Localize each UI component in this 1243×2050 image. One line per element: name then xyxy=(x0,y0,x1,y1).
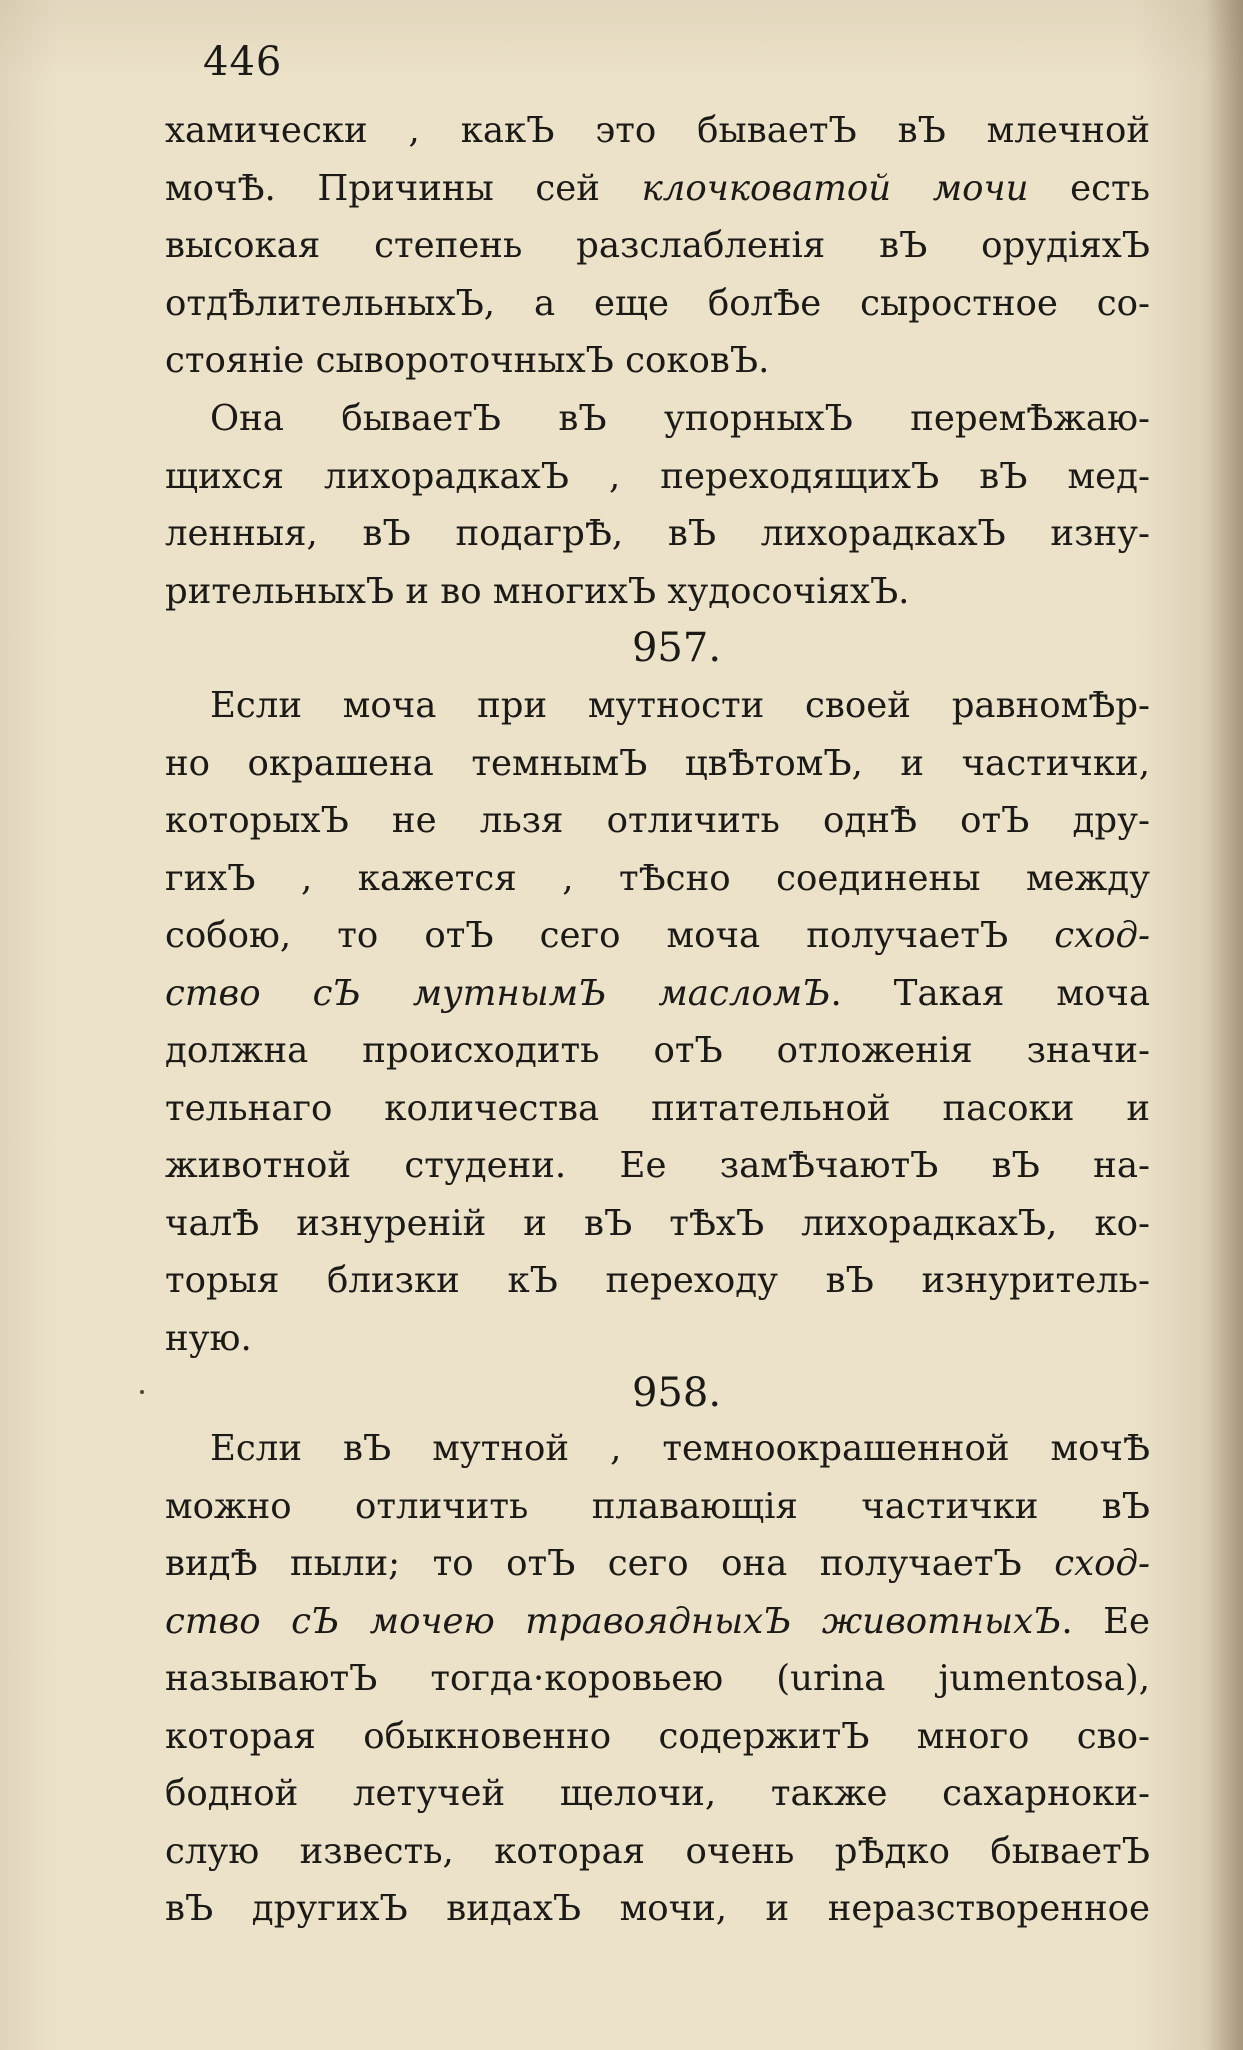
paragraph-957 xyxy=(165,677,1150,1367)
ink-dot xyxy=(140,1390,144,1394)
text-line: тельнаго количества питательной пасоки и xyxy=(165,1087,1150,1129)
text-line: мочѢ. Причины сей клочковатой мочи есть xyxy=(165,167,1150,209)
page-fold-shadow xyxy=(1207,0,1243,2050)
text-line: хамически , какЪ это бываетЪ вЪ млечной xyxy=(165,110,1150,151)
text-line: которыхЪ не льзя отличить однѢ отЪ дру- xyxy=(165,800,1150,841)
page-number: 446 xyxy=(203,39,283,85)
text-line: Если моча при мутности своей равномѢр- xyxy=(210,685,1150,726)
text-line: можно отличить плавающія частички вЪ xyxy=(165,1485,1150,1527)
paragraph-continuation xyxy=(165,102,1150,390)
text-line: чалѢ изнуреній и вЪ тѢхЪ лихорадкахЪ, ко- xyxy=(165,1202,1150,1244)
text-line: видѢ пыли; то отЪ сего она получаетЪ сход- xyxy=(165,1543,1150,1584)
section-number-957: 957. xyxy=(631,625,722,671)
text-line: отдѢлительныхЪ, а еще болѢе сыростное со- xyxy=(165,282,1150,324)
text-line: называютЪ тогда·коровьею (urina jumentosa), xyxy=(165,1658,1150,1699)
section-number-958: 958. xyxy=(631,1370,722,1416)
text-line: вЪ другихЪ видахЪ мочи, и неразстворенное xyxy=(165,1888,1150,1929)
text-line: но окрашена темнымЪ цвѢтомЪ, и частички, xyxy=(165,742,1150,784)
text-line: ство сЪ мутнымЪ масломЪ. Такая моча xyxy=(165,972,1150,1014)
text-line: щихся лихорадкахЪ , переходящихЪ вЪ мед- xyxy=(165,455,1150,497)
text-line: животной студени. Ее замѢчаютЪ вЪ на- xyxy=(165,1145,1150,1186)
text-line: ленныя, вЪ подагрѢ, вЪ лихорадкахЪ изну- xyxy=(165,513,1150,554)
text-line: гихЪ , кажется , тѢсно соединены между xyxy=(165,857,1150,899)
text-line: собою, то отЪ сего моча получаетЪ сход- xyxy=(165,915,1150,956)
paragraph-diseases xyxy=(165,390,1150,620)
paragraph-958 xyxy=(165,1420,1150,1938)
text-line: бодной летучей щелочи, также сахарноки- xyxy=(165,1773,1150,1814)
text-line: которая обыкновенно содержитЪ много сво- xyxy=(165,1715,1150,1757)
text-line: слую известь, которая очень рѢдко бываетЪ xyxy=(165,1830,1150,1872)
text-line: ство сЪ мочею травоядныхЪ животныхЪ. Ее xyxy=(165,1600,1150,1642)
text-line: Она бываетЪ вЪ упорныхЪ перемѢжаю- xyxy=(210,398,1150,439)
text-line: стояніе сывороточныхЪ соковЪ. xyxy=(165,340,770,381)
text-line: рительныхЪ и во многихЪ худосочіяхЪ. xyxy=(165,570,910,612)
text-line: должна происходить отЪ отложенія значи- xyxy=(165,1030,1150,1071)
text-line: Если вЪ мутной , темноокрашенной мочѢ xyxy=(210,1428,1150,1469)
text-line: ную. xyxy=(165,1317,252,1359)
text-line: высокая степень разслабленія вЪ орудіяхЪ xyxy=(165,225,1150,266)
text-line: торыя близки кЪ переходу вЪ изнуритель- xyxy=(165,1260,1150,1301)
